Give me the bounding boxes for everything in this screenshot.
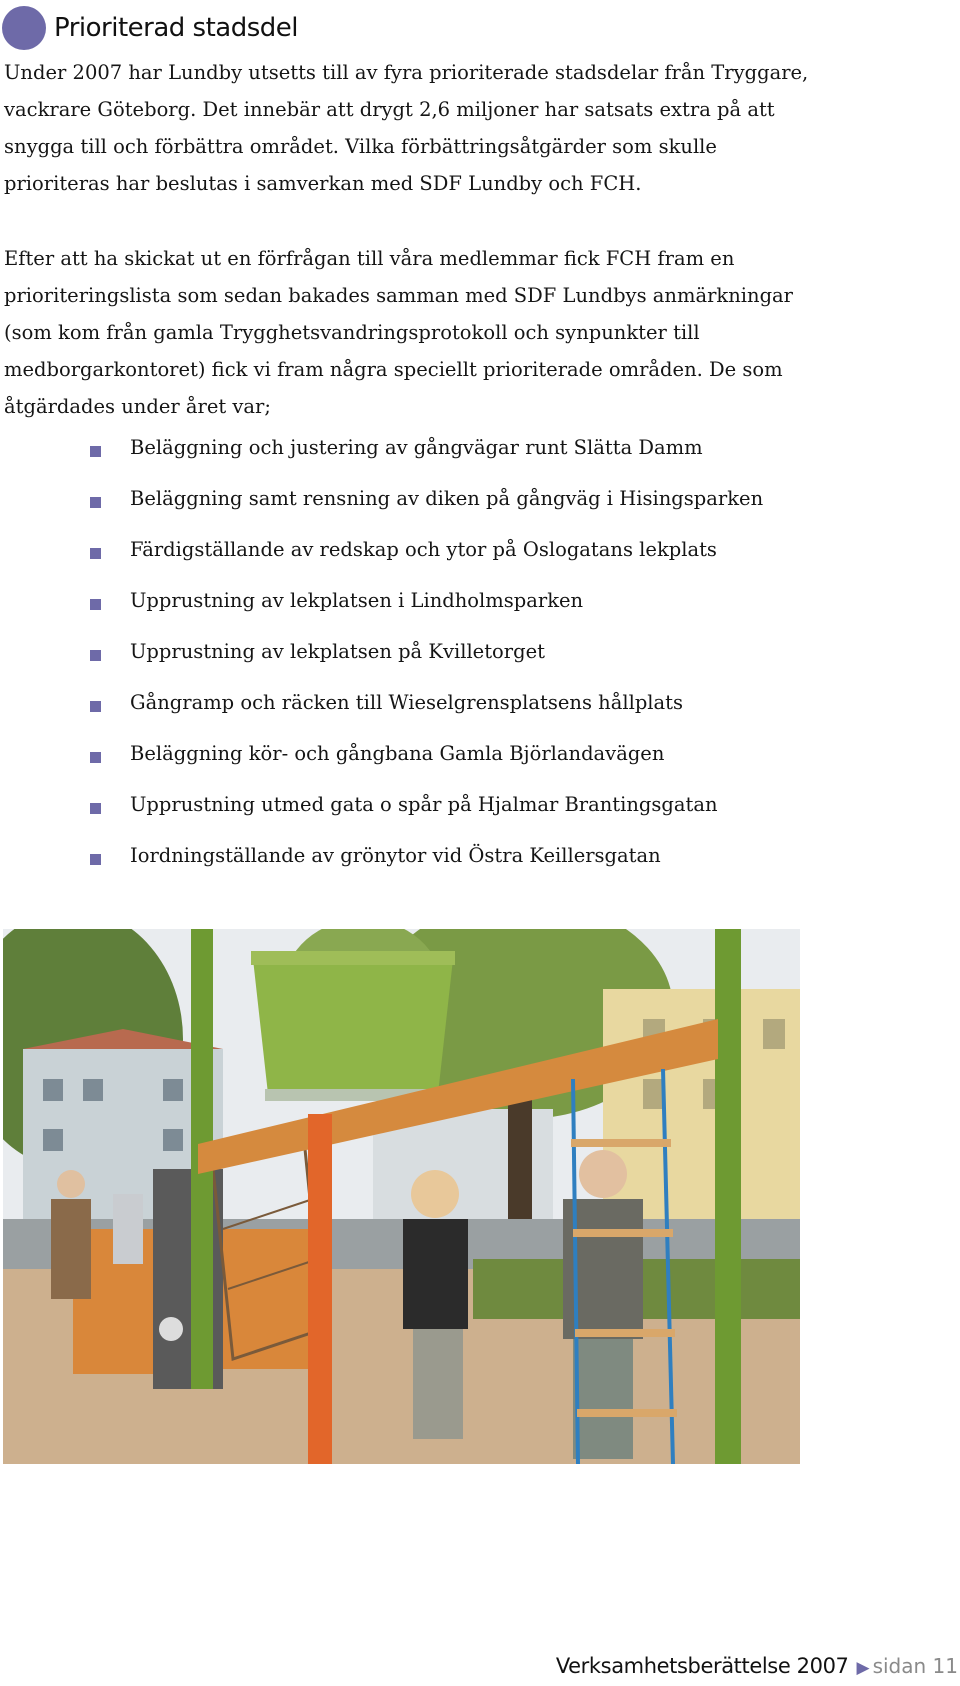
list-item (0, 637, 900, 688)
list-item (0, 433, 900, 484)
square-bullet-icon (90, 497, 101, 508)
square-bullet-icon (90, 803, 101, 814)
list-item (0, 739, 900, 790)
page-number: sidan 11 (872, 1654, 958, 1678)
square-bullet-icon (90, 752, 101, 763)
list-item-text: Beläggning och justering av gångvägar runt Slätta Damm (130, 436, 703, 459)
playground-photo (3, 929, 800, 1464)
square-bullet-icon (90, 650, 101, 661)
heading-bullet-circle (2, 6, 46, 50)
list-item (0, 688, 900, 739)
list-item (0, 586, 900, 637)
square-bullet-icon (90, 446, 101, 457)
list-item-text: Upprustning av lekplatsen i Lindholmsparken (130, 589, 584, 612)
arrow-right-icon: ▶ (856, 1658, 870, 1678)
list-item-text: Iordningställande av grönytor vid Östra Keillersgatan (130, 844, 661, 867)
square-bullet-icon (90, 599, 101, 610)
list-item (0, 484, 900, 535)
square-bullet-icon (90, 701, 101, 712)
measures-list (0, 433, 900, 892)
list-item-text: Beläggning samt rensning av diken på gångväg i Hisingsparken (130, 487, 764, 510)
intro-paragraph: Under 2007 har Lundby utsetts till av fyra prioriterade stadsdelar från Tryggare, vackrare Göteborg. Det innebär att drygt 2,6 miljoner har satsats extra på att snygga till och förbättra området. Vilka förbättringsåtgärder som skulle prioriteras har beslutas i samverkan med SDF Lundby och FCH. (4, 61, 809, 195)
section-heading (2, 5, 298, 51)
square-bullet-icon (90, 854, 101, 865)
square-bullet-icon (90, 548, 101, 559)
list-item (0, 841, 900, 892)
list-item-text: Upprustning utmed gata o spår på Hjalmar Brantingsgatan (130, 793, 718, 816)
footer-title: Verksamhetsberättelse 2007 (555, 1654, 849, 1678)
list-item-text: Beläggning kör- och gångbana Gamla Björlandavägen (130, 742, 665, 765)
list-item-text: Färdigställande av redskap och ytor på Oslogatans lekplats (130, 538, 717, 561)
list-item-text: Gångramp och räcken till Wieselgrensplatsens hållplats (130, 691, 684, 714)
list-item (0, 535, 900, 586)
process-paragraph: Efter att ha skickat ut en förfrågan till våra medlemmar fick FCH fram en prioriteringslista som sedan bakades samman med SDF Lundbys anmärkningar (som kom från gamla Trygghetsvandringsprotokoll och synpunkter till medborgarkontoret) fick vi fram några speciellt prioriterade områden. De som åtgärdades under året var; (4, 247, 793, 418)
list-item (0, 790, 900, 841)
section-title: Prioriterad stadsdel (54, 13, 298, 43)
list-item-text: Upprustning av lekplatsen på Kvilletorget (130, 640, 545, 663)
page-footer (556, 1654, 958, 1684)
